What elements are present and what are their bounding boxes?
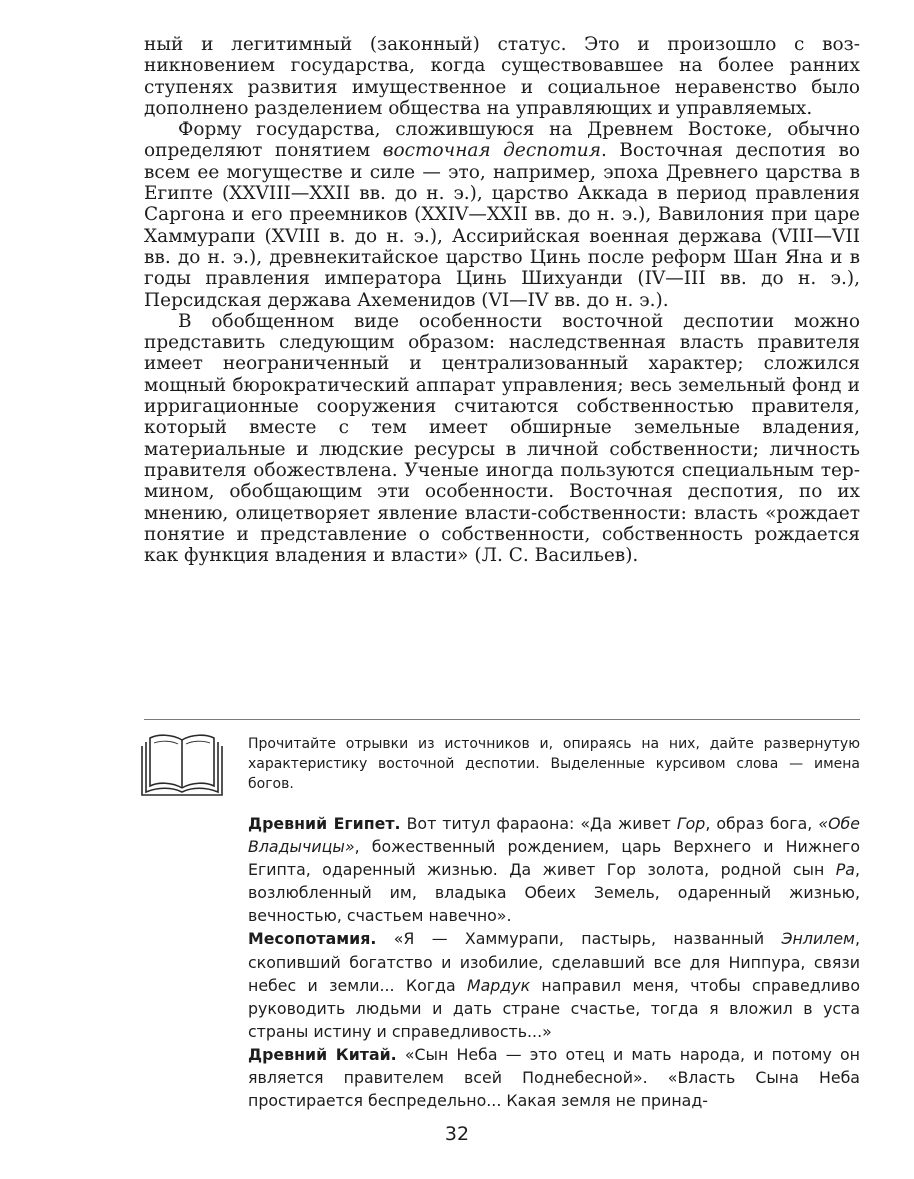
- god-name: Ра: [835, 860, 855, 880]
- god-name: Мардук: [466, 975, 531, 995]
- paragraph-1: ный и легитимный (законный) статус. Это и произошло с возникновением государства, когда существовавшее на более ранних ступенях развития имущественное и социальное неравенство было дополнено разделением общества на управляющих и управляемых.: [144, 34, 860, 119]
- paragraph-2-start: Форму государства, сложившуюся на Древнем Востоке, обычно определяют понятием: [144, 119, 860, 162]
- source-egypt-text-3: , божественный рождением, царь Верхнего и Нижнего Египта, одаренный жизнью. Да живет Гор золота, родной сын: [248, 837, 860, 880]
- task-instruction: Прочитайте отрывки из источников и, опираясь на них, дайте развернутую характеристику восточной деспотии. Выделенные курсивом слова — имена богов.: [248, 736, 860, 792]
- paragraph-3: В обобщенном виде особенности восточной деспотии можно представить следующим образом: наследственная власть правителя имеет неограниченный и централизованный характер; сложился мощный бюрократический аппарат управления; весь земельный фонд и ирригационные сооружения считаются собственностью правителя, который вместе с тем имеет обширные земельные владения, материальные и людские ресурсы в личной собственности; личность правителя обожествлена. Ученые иногда пользуются специальным термином, обобщающим эти особенности. Восточная деспотия, по их мнению, олицетворяет явление власти-собственности: власть «рождает понятие и представление о собственности, собственность рождается как функция владения и власти» (Л. С. Васильев).: [144, 310, 860, 567]
- source-meso-text-2: , скопивший богатство и изобилие, сделавший все для Ниппура, связи небес и земли... Когда: [248, 929, 860, 995]
- main-text: [144, 34, 860, 566]
- source-egypt-text-2: , образ бога,: [705, 814, 819, 833]
- section-divider: [144, 719, 860, 720]
- source-china-text: «Сын Неба — это отец и мать народа, и потому он является правителем всей Поднебесной». «Власть Сына Неба простирается беспредельно... Какая земля не принад-: [248, 1044, 860, 1111]
- source-egypt-text-4: , возлюбленный им, владыка Обеих Земель, одаренный жизнью, вечностью, счастьем навечно».: [248, 860, 860, 926]
- paragraph-2: [144, 119, 860, 311]
- open-book-icon: [140, 730, 224, 796]
- term-eastern-despotism: восточная деспотия: [382, 140, 601, 162]
- god-name: «Обе Владычицы»: [248, 814, 860, 857]
- source-mesopotamia: [248, 927, 860, 1042]
- source-china-title: Древний Китай.: [248, 1044, 397, 1064]
- source-meso-text-3: направил меня, чтобы справедливо руководить людьми и дать стране счастье, тогда я вложил в уста страны истину и справедливость...»: [248, 975, 861, 1041]
- source-egypt-title: Древний Египет.: [248, 814, 401, 833]
- god-name: Гор: [676, 814, 706, 833]
- god-name: Энлилем: [781, 929, 855, 949]
- source-egypt: [248, 812, 860, 927]
- source-excerpts: [248, 812, 860, 1112]
- page-number: 32: [444, 1123, 470, 1145]
- source-egypt-text-1: Вот титул фараона: «Да живет: [400, 814, 677, 833]
- source-meso-text-1: «Я — Хаммурапи, пастырь, названный: [376, 929, 782, 949]
- source-china: [248, 1043, 860, 1112]
- paragraph-2-end: . Восточная деспотия во всем ее могуществе и силе — это, например, эпоха Древнего царства в Египте (XXVIII—XXII вв. до н. э.), царство Аккада в период правления Саргона и его преемников (XXIV—XXII вв. до н. э.), Вавилония при царе Хаммурапи (XVIII в. до н. э.), Ассирийская военная держава (VIII—VII вв. до н. э.), древнекитайское царство Цинь после реформ Шан Яна и в годы правления императора Цинь Шихуанди (IV—III вв. до н. э.), Персидская держава Ахеменидов (VI—IV вв. до н. э.).: [144, 140, 861, 311]
- source-mesopotamia-title: Месопотамия.: [248, 929, 377, 949]
